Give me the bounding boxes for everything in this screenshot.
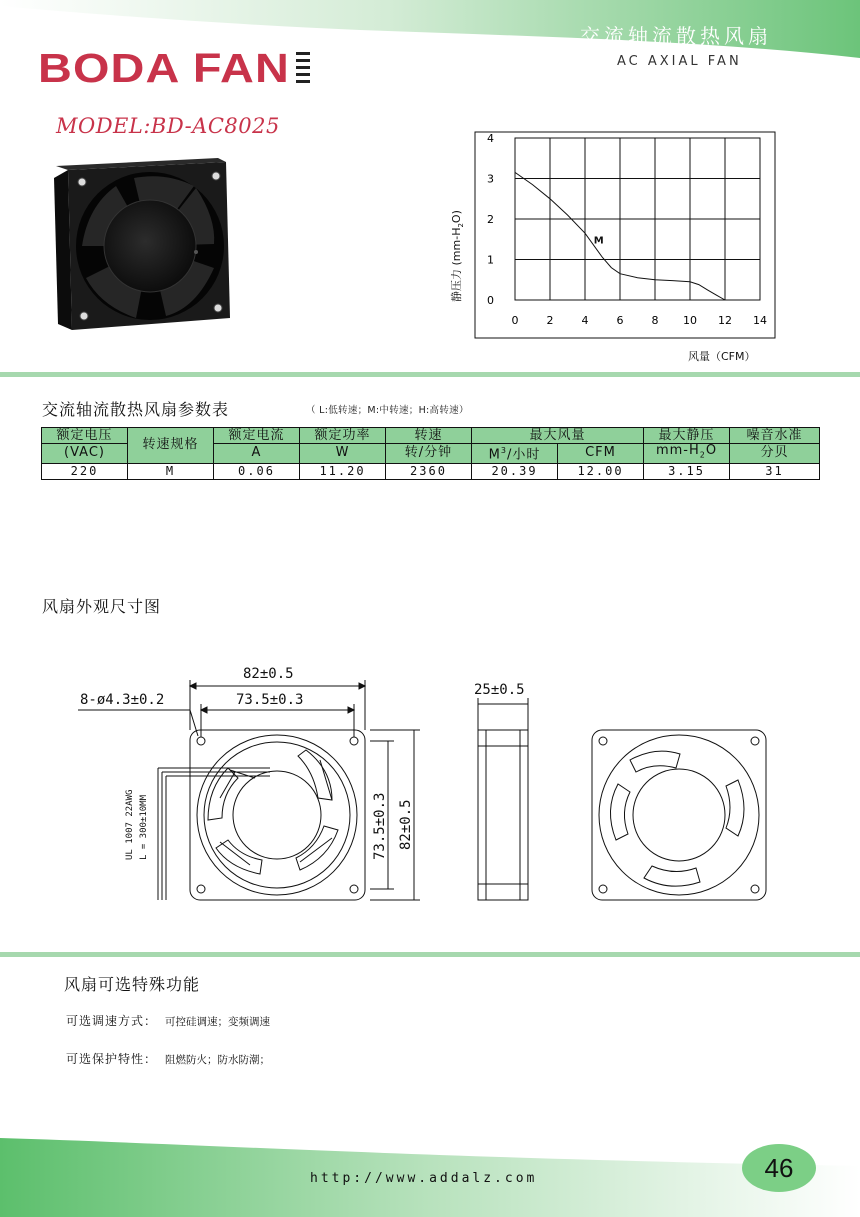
spec-u-voltage: (VAC)	[42, 444, 128, 464]
spec-u-flow-m3	[472, 444, 558, 464]
spec-u-flow-m3-prefix: M	[488, 447, 501, 463]
header-title-cn: 交流轴流散热风扇	[580, 24, 772, 48]
spec-v-pressure: 3.15	[644, 463, 730, 479]
spec-v-speed-spec: M	[128, 463, 214, 479]
chart-xtick-label: 12	[718, 314, 732, 327]
spec-u-flow-m3-suffix: /小时	[506, 447, 541, 463]
chart-ytick-label: 4	[487, 132, 494, 145]
spec-v-flow-m3: 20.39	[472, 463, 558, 479]
chart-xtick-label: 6	[616, 314, 624, 327]
chart-frame	[475, 132, 775, 338]
front-view-hub	[233, 771, 321, 859]
dim-holes: 8-ø4.3±0.2	[80, 692, 165, 708]
header-title-en: AC AXIAL FAN	[617, 54, 742, 69]
chart-xtick-label: 4	[581, 314, 589, 327]
spec-value-row	[42, 463, 820, 479]
fan-photo	[46, 148, 236, 338]
front-view-frame	[190, 730, 365, 900]
spec-note: （ L:低转速；M:中转速；H:高转速）	[306, 405, 469, 416]
page-number: 46	[742, 1144, 816, 1192]
divider-1	[0, 372, 860, 377]
chart-xtick-label: 8	[651, 314, 659, 327]
chart-ylabel-suffix: O)	[450, 210, 463, 224]
divider-2	[0, 952, 860, 957]
dim-hole-spacing: 73.5±0.3	[236, 692, 304, 708]
wire-label-2: L = 300±10MM	[139, 794, 149, 860]
chart-ytick-label: 3	[487, 172, 494, 186]
wire-label-1: UL 1007 22AWG	[125, 789, 135, 860]
spec-h-speed-spec: 转速规格	[128, 428, 214, 464]
chart-ytick-label: 2	[487, 213, 494, 226]
chart-xtick-label: 2	[546, 314, 554, 327]
spec-u-current: A	[214, 444, 300, 464]
chart-xlabel: 风量（CFM）	[688, 350, 756, 363]
spec-u-pressure-prefix: mm-H	[655, 443, 700, 458]
spec-u-flow-cfm: CFM	[558, 444, 644, 464]
spec-v-flow-cfm: 12.00	[558, 463, 644, 479]
chart-xtick-label: 10	[683, 314, 697, 327]
feature-protect-value: 阻燃防火；防水防潮；	[165, 1054, 271, 1066]
chart-ylabel-sub: 2	[457, 223, 465, 228]
chart-ytick-label: 1	[487, 253, 494, 267]
feature-protect	[66, 1050, 270, 1067]
spec-h-max-pressure: 最大静压	[644, 428, 730, 444]
spec-title: 交流轴流散热风扇参数表	[42, 400, 230, 419]
spec-h-voltage: 额定电压	[42, 428, 128, 444]
spec-h-noise: 噪音水准	[730, 428, 820, 444]
dim-overall-height: 82±0.5	[398, 799, 414, 850]
spec-h-current: 额定电流	[214, 428, 300, 444]
dim-hole-spacing-v: 73.5±0.3	[372, 792, 388, 860]
chart-xtick-label: 0	[511, 314, 519, 327]
dimension-drawing	[70, 660, 790, 920]
dim-thickness: 25±0.5	[474, 682, 525, 698]
spec-u-flow-m3-sup: 3	[500, 446, 507, 456]
spec-u-pressure-sub: 2	[699, 450, 706, 460]
spec-v-voltage: 220	[42, 463, 128, 479]
feature-speed	[66, 1012, 270, 1029]
spec-v-speed: 2360	[386, 463, 472, 479]
spec-h-power: 额定功率	[300, 428, 386, 444]
spec-u-noise: 分贝	[730, 444, 820, 464]
feature-speed-value: 可控硅调速；变频调速	[165, 1016, 271, 1028]
spec-v-power: 11.20	[300, 463, 386, 479]
chart-ylabel	[449, 210, 465, 302]
spec-h-speed: 转速	[386, 428, 472, 444]
features-title: 风扇可选特殊功能	[64, 975, 201, 994]
feature-speed-label: 可选调速方式：	[66, 1014, 158, 1028]
spec-header-row-1	[42, 428, 820, 444]
spec-table	[41, 427, 820, 480]
back-view-frame	[592, 730, 766, 900]
spec-u-pressure	[644, 444, 730, 464]
model-number: MODEL:BD-AC8025	[56, 114, 280, 138]
chart-ytick-label: 0	[487, 294, 494, 307]
front-view-ring	[197, 735, 357, 895]
chart-xtick-label: 14	[753, 314, 767, 327]
spec-v-current: 0.06	[214, 463, 300, 479]
spec-v-noise: 31	[730, 463, 820, 479]
spec-u-power: W	[300, 444, 386, 464]
dim-overall-width: 82±0.5	[243, 666, 294, 682]
chart-annotation: M	[593, 235, 604, 247]
spec-h-max-flow: 最大风量	[472, 428, 644, 444]
footer-url[interactable]: http://www.addalz.com	[310, 1171, 538, 1186]
dimension-title: 风扇外观尺寸图	[42, 597, 162, 616]
chart-ylabel-prefix: 静压力 (mm-H	[450, 227, 463, 302]
spec-u-pressure-suffix: O	[705, 443, 718, 458]
pq-curve-chart	[440, 126, 780, 376]
spec-u-speed: 转/分钟	[386, 444, 472, 464]
logo-text: BODA FAN	[38, 45, 290, 91]
brand-logo	[38, 42, 313, 92]
feature-protect-label: 可选保护特性：	[66, 1052, 158, 1066]
